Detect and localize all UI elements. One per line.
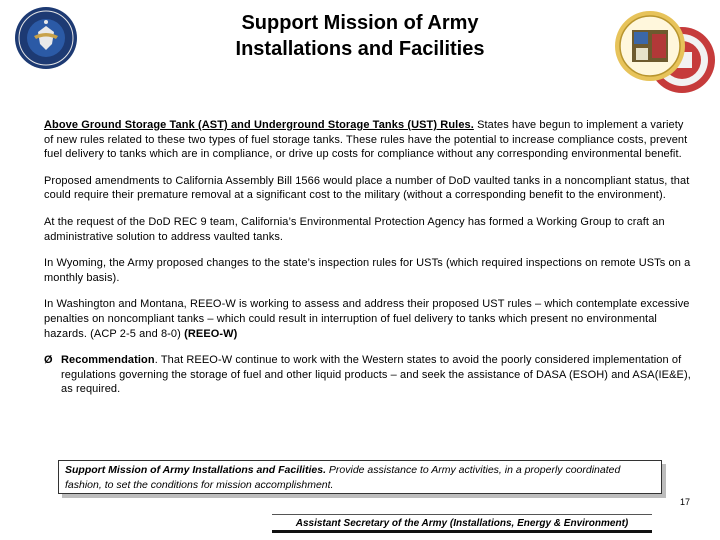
page-number: 17 — [679, 497, 690, 507]
body-content — [44, 118, 694, 397]
ast-ust-heading: Above Ground Storage Tank (AST) and Underground Storage Tanks (UST) Rules. — [44, 119, 474, 131]
footer-organization: Assistant Secretary of the Army (Installations, Energy & Environment) — [272, 514, 652, 533]
arrow-bullet-icon: Ø — [44, 354, 53, 367]
title-line-1: Support Mission of Army — [241, 12, 479, 34]
title-line-2: Installations and Facilities — [235, 38, 485, 60]
recommendation-text-block — [61, 353, 694, 397]
paragraph-washington-montana — [44, 297, 694, 341]
ast-ust-text: States have begun to implement a variety of new rules related to these two types of fuel storage tanks. These rules have the potential to increase compliance costs, prevent fuel delivery to tanks which are in compliance, or drive up costs for compliance without any corresponding environmental benefit. — [44, 119, 688, 161]
mission-text: Provide assistance to Army activities, in a properly coordinated fashion, to set the conditions for mission accomplishment. — [65, 464, 621, 491]
washington-montana-text: In Washington and Montana, REEO-W is working to assess and address their proposed UST rules – which contemplate excessive penalties on noncompliant tanks – which could result in interruption of fuel delivery to tanks which present no environmental hazards. (ACP 2-5 and 8-0) — [44, 298, 690, 340]
page-title — [150, 10, 570, 62]
department-of-defense-seal-icon — [14, 6, 78, 70]
army-seal-icon — [612, 8, 716, 98]
recommendation-label: Recommendation — [61, 354, 155, 367]
paragraph-ast-ust-rules — [44, 118, 694, 162]
reeo-w-tag: (REEO-W) — [184, 327, 238, 340]
recommendation-bullet — [44, 353, 694, 397]
paragraph-california: Proposed amendments to California Assembly Bill 1566 would place a number of DoD vaulted tanks in a noncompliant status, that could require their premature removal at a significant cost to the military (without a corresponding benefit to the environment). — [44, 174, 690, 202]
mission-label: Support Mission of Army Installations and Facilities. — [65, 464, 326, 476]
paragraph-wyoming: In Wyoming, the Army proposed changes to the state’s inspection rules for USTs (which required inspections on remote USTs on a monthly basis). — [44, 257, 691, 284]
recommendation-text: . That REEO-W continue to work with the Western states to avoid the poorly considered implementation of regulations governing the storage of fuel and other liquid products – and seek the assistance of DASA (ESOH) and ASA(IE&E), as required. — [61, 354, 691, 396]
paragraph-rec9: At the request of the DoD REC 9 team, California’s Environmental Protection Agency has formed a Working Group to craft an administrative solution to address vaulted tanks. — [44, 215, 665, 243]
mission-statement-box — [58, 460, 662, 494]
